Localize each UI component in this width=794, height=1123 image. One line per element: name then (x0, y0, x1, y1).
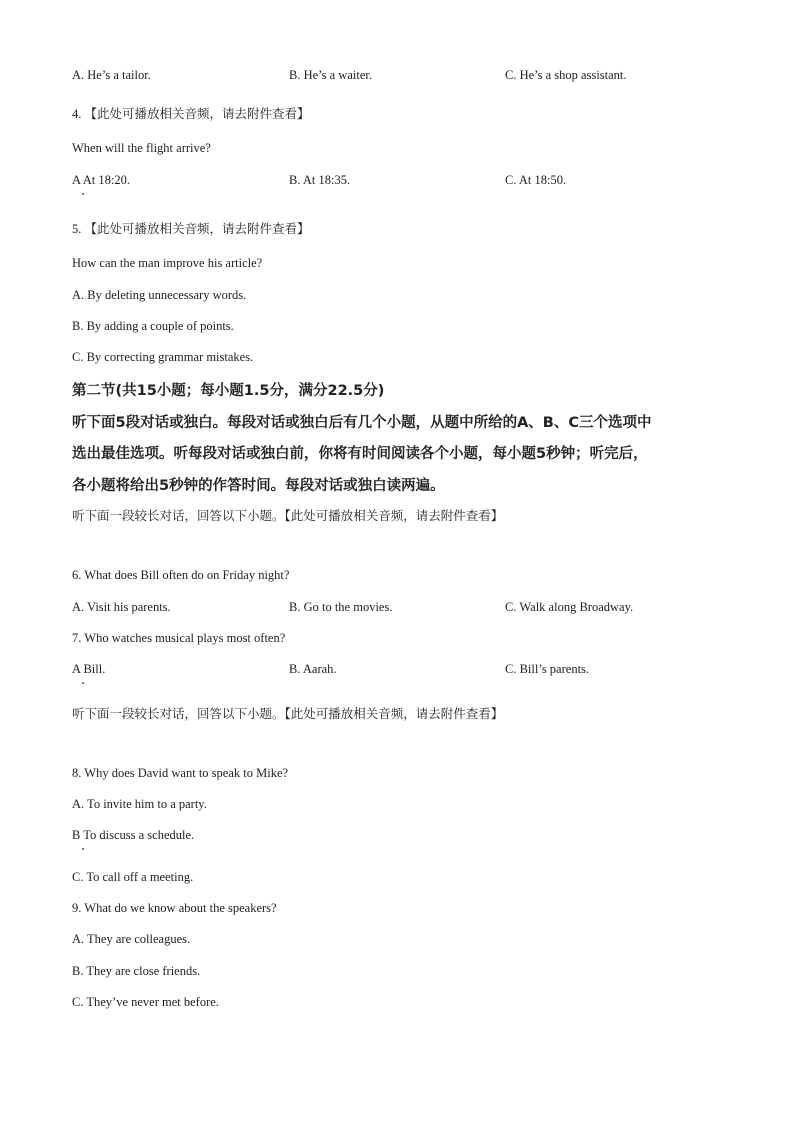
q5-option-a: A. By deleting unnecessary words. (72, 288, 247, 302)
q5-audio-link[interactable]: 【此处可播放相关音频，请去附件查看】 (84, 221, 310, 236)
q6-option-a: A. Visit his parents. (72, 600, 171, 614)
q4-audio-link[interactable]: 【此处可播放相关音频，请去附件查看】 (84, 106, 310, 121)
q5-header (72, 219, 310, 237)
q9-option-b: B. They are close friends. (72, 964, 201, 978)
q4-header (72, 104, 310, 122)
q9-option-a: A. They are colleagues. (72, 932, 191, 946)
dialog2-prompt[interactable]: 听下面一段较长对话，回答以下小题。【此处可播放相关音频，请去附件查看】 (72, 706, 504, 721)
section2-instruction-line: 听下面5段对话或独白。每段对话或独白后有几个小题，从题中所给的A、B、C三个选项中 (72, 415, 652, 431)
q5-option-b: B. By adding a couple of points. (72, 319, 234, 333)
q7-option-c: C. Bill’s parents. (505, 662, 590, 676)
q6-option-b: B. Go to the movies. (289, 600, 393, 614)
q3-option-c: C. He’s a shop assistant. (505, 68, 627, 82)
section2-heading: 第二节(共15小题；每小题1.5分，满分22.5分) (72, 383, 385, 399)
q4-option-c: C. At 18:50. (505, 173, 567, 187)
mark-dot (82, 193, 84, 195)
section2-instruction-line: 各小题将给出5秒钟的作答时间。每段对话或独白读两遍。 (72, 478, 445, 494)
q3-option-a: A. He’s a tailor. (72, 68, 151, 82)
section2-instruction-line: 选出最佳选项。听每段对话或独白前，你将有时间阅读各个小题，每小题5秒钟；听完后， (72, 446, 648, 462)
q5-option-c: C. By correcting grammar mistakes. (72, 350, 254, 364)
q7-option-b: B. Aarah. (289, 662, 337, 676)
q7-question: 7. Who watches musical plays most often? (72, 631, 286, 645)
mark-dot (82, 682, 84, 684)
dialog1-prompt[interactable]: 听下面一段较长对话，回答以下小题。【此处可播放相关音频，请去附件查看】 (72, 508, 504, 523)
q9-question: 9. What do we know about the speakers? (72, 901, 277, 915)
q6-option-c: C. Walk along Broadway. (505, 600, 634, 614)
mark-dot (82, 848, 84, 850)
q5-question: How can the man improve his article? (72, 256, 263, 270)
q7-option-a: A Bill. (72, 662, 106, 676)
q8-option-c: C. To call off a meeting. (72, 870, 194, 884)
q4-question: When will the flight arrive? (72, 141, 211, 155)
q4-number: 4. (72, 107, 82, 121)
q4-option-a: A At 18:20. (72, 173, 130, 187)
q8-option-a: A. To invite him to a party. (72, 797, 207, 811)
q8-question: 8. Why does David want to speak to Mike? (72, 766, 289, 780)
q6-question: 6. What does Bill often do on Friday night? (72, 568, 290, 582)
q4-option-b: B. At 18:35. (289, 173, 351, 187)
q5-number: 5. (72, 222, 82, 236)
q3-option-b: B. He’s a waiter. (289, 68, 372, 82)
q8-option-b: B To discuss a schedule. (72, 828, 195, 842)
q9-option-c: C. They’ve never met before. (72, 995, 219, 1009)
